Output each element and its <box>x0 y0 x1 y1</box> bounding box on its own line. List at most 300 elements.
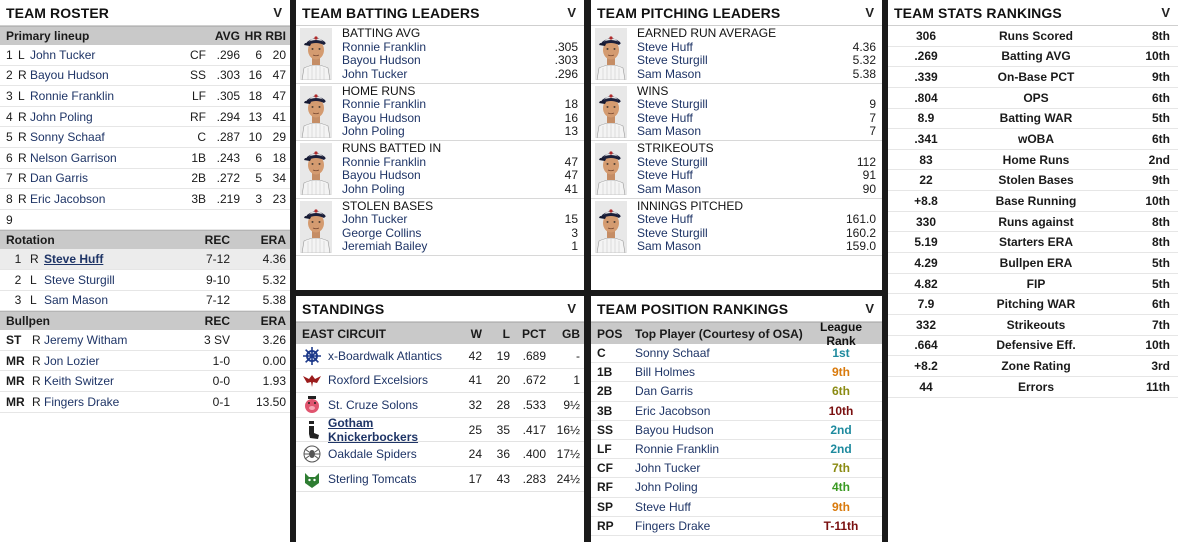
leader-row[interactable] <box>342 68 578 82</box>
rotation-row[interactable] <box>0 249 290 270</box>
bullpen-row[interactable] <box>0 351 290 372</box>
standings-panel <box>296 296 584 542</box>
league-rank: 7th <box>832 461 850 476</box>
team-games-back: 9½ <box>563 397 580 412</box>
standings-row[interactable] <box>296 467 584 492</box>
leader-value: 15 <box>564 212 578 227</box>
stat-rank: 5th <box>1152 276 1170 291</box>
leader-player-name[interactable]: John Tucker <box>342 212 408 227</box>
stat-rank: 2nd <box>1148 152 1170 167</box>
leader-row[interactable] <box>342 112 578 126</box>
leader-row[interactable] <box>342 125 578 139</box>
handedness: L <box>18 88 25 103</box>
pitcher-era: 4.36 <box>262 252 286 267</box>
rotation-slot-number: 3 <box>14 293 22 308</box>
spider-icon <box>302 444 328 464</box>
top-player-name-link[interactable]: John Tucker <box>635 461 701 476</box>
leader-row[interactable] <box>342 227 578 241</box>
player-hr: 6 <box>255 47 262 62</box>
pitcher-era: 5.32 <box>262 272 286 287</box>
player-name-link[interactable]: Bayou Hudson <box>30 68 109 83</box>
pitching-leader-list <box>633 199 882 256</box>
team-stat-row[interactable] <box>888 150 1178 171</box>
team-pct: .533 <box>522 397 546 412</box>
player-hr: 10 <box>248 130 262 145</box>
pos-column-header: POS <box>597 326 623 341</box>
position-ranking-row[interactable] <box>591 382 882 401</box>
leader-row[interactable] <box>637 98 876 112</box>
batting-leaders-chevron-icon[interactable]: V <box>567 5 576 20</box>
team-wins: 41 <box>468 373 482 388</box>
player-name-link[interactable]: Sonny Schaaf <box>30 130 105 145</box>
leader-value: 90 <box>862 181 876 196</box>
team-name-link[interactable]: x-Boardwalk Atlantics <box>328 348 443 363</box>
handedness: R <box>18 68 27 83</box>
handedness: R <box>30 252 39 267</box>
position-rankings-header <box>591 296 882 322</box>
stat-label: Base Running <box>995 193 1077 208</box>
stat-rank: 5th <box>1152 255 1170 270</box>
avg-column-header: AVG <box>214 29 240 43</box>
leader-value: 9 <box>869 97 876 112</box>
team-pct: .689 <box>522 348 546 363</box>
team-stat-row[interactable] <box>888 232 1178 253</box>
stat-label: Runs Scored <box>998 28 1073 43</box>
stat-rank: 5th <box>1152 111 1170 126</box>
handedness: R <box>32 353 41 368</box>
pitching-leaders-chevron-icon[interactable]: V <box>865 5 874 20</box>
player-avg: .303 <box>216 68 240 83</box>
standings-row[interactable] <box>296 393 584 418</box>
team-stat-row[interactable] <box>888 274 1178 295</box>
team-name-link[interactable]: Oakdale Spiders <box>328 447 417 462</box>
leader-player-name[interactable]: Ronnie Franklin <box>342 154 427 169</box>
rotation-slot-number: 1 <box>14 252 22 267</box>
leader-category-label: STOLEN BASES <box>342 198 434 213</box>
pitcher-record: 0-0 <box>212 374 230 389</box>
team-stat-row[interactable] <box>888 129 1178 150</box>
top-player-name-link[interactable]: Bayou Hudson <box>635 422 714 437</box>
stat-rank: 6th <box>1152 297 1170 312</box>
team-stat-row[interactable] <box>888 356 1178 377</box>
player-name-link[interactable]: John Tucker <box>30 47 96 62</box>
team-stat-row[interactable] <box>888 170 1178 191</box>
player-name-link[interactable]: Nelson Garrison <box>30 150 117 165</box>
standings-row[interactable] <box>296 442 584 467</box>
leader-row[interactable] <box>637 227 876 241</box>
stat-rank: 11th <box>1145 379 1170 394</box>
position-code: RP <box>597 518 614 533</box>
leader-row[interactable] <box>637 156 876 170</box>
wins-column-header: W <box>470 326 482 341</box>
division-label: EAST CIRCUIT <box>302 326 386 341</box>
team-stat-row[interactable] <box>888 315 1178 336</box>
stat-rank: 9th <box>1152 173 1170 188</box>
team-stat-row[interactable] <box>888 47 1178 68</box>
leader-player-name[interactable]: Steve Huff <box>637 168 693 183</box>
team-stats-title: TEAM STATS RANKINGS <box>894 4 1062 21</box>
batting-leader-block <box>296 26 584 84</box>
handedness: R <box>32 394 41 409</box>
leader-value: 159.0 <box>845 239 876 254</box>
batting-leader-list <box>338 141 584 198</box>
stat-value: 8.9 <box>917 111 935 126</box>
stat-rank: 7th <box>1152 317 1170 332</box>
position-ranking-row[interactable] <box>591 440 882 459</box>
leader-player-name[interactable]: John Poling <box>342 181 405 196</box>
lineup-row[interactable] <box>0 66 290 87</box>
team-losses: 19 <box>496 348 510 363</box>
top-player-column-header: Top Player (Courtesy of OSA) <box>635 326 803 341</box>
leader-row[interactable] <box>342 183 578 197</box>
team-stats-chevron-icon[interactable]: V <box>1161 5 1170 20</box>
player-name-link[interactable]: Eric Jacobson <box>30 191 106 206</box>
leader-row[interactable] <box>342 41 578 55</box>
leader-value: 47 <box>564 168 578 183</box>
position-code: SP <box>597 499 614 514</box>
leader-value: .305 <box>554 39 578 54</box>
rotation-label: Rotation <box>6 233 55 248</box>
leader-value: 91 <box>862 168 876 183</box>
player-name-link[interactable]: Dan Garris <box>30 171 89 186</box>
stat-value: .804 <box>914 90 938 105</box>
pitcher-name-link[interactable]: Jeremy Witham <box>44 332 128 347</box>
batting-leader-block <box>296 141 584 199</box>
stat-rank: 10th <box>1145 338 1170 353</box>
leader-row[interactable] <box>342 213 578 227</box>
pitching-leader-list <box>633 26 882 83</box>
leader-value: 4.36 <box>852 39 876 54</box>
leader-row[interactable] <box>637 169 876 183</box>
top-player-name-link[interactable]: Eric Jacobson <box>635 403 711 418</box>
lineup-row[interactable] <box>0 86 290 107</box>
player-position: RF <box>190 109 206 124</box>
player-avg: .296 <box>216 47 240 62</box>
team-name-link[interactable]: Sterling Tomcats <box>328 471 417 486</box>
leader-value: 18 <box>564 97 578 112</box>
leader-player-name[interactable]: Bayou Hudson <box>342 168 421 183</box>
lineup-row[interactable] <box>0 45 290 66</box>
position-rankings-chevron-icon[interactable]: V <box>865 301 874 316</box>
team-name-link[interactable]: Gotham Knickerbockers <box>328 415 419 444</box>
player-name-link[interactable]: John Poling <box>30 109 93 124</box>
team-name-link[interactable]: Roxford Excelsiors <box>328 373 429 388</box>
leader-player-name[interactable]: Ronnie Franklin <box>342 39 427 54</box>
leader-player-name[interactable]: Sam Mason <box>637 181 702 196</box>
batting-order-number: 6 <box>6 150 13 165</box>
handedness: R <box>18 191 27 206</box>
top-player-name-link[interactable]: John Poling <box>635 480 698 495</box>
stat-value: 7.9 <box>917 297 935 312</box>
player-headshot[interactable] <box>591 84 633 141</box>
top-player-name-link[interactable]: Fingers Drake <box>635 518 711 533</box>
handedness: R <box>32 332 41 347</box>
batting-leader-list <box>338 199 584 256</box>
player-headshot[interactable] <box>591 199 633 256</box>
pitcher-name-link[interactable]: Steve Sturgill <box>44 272 115 287</box>
leader-row[interactable] <box>342 240 578 254</box>
stat-label: Defensive Eff. <box>996 338 1076 353</box>
pitching-leaders-title: TEAM PITCHING LEADERS <box>597 4 781 21</box>
league-rank: 9th <box>832 499 850 514</box>
leader-row[interactable] <box>342 54 578 68</box>
batting-order-number: 1 <box>6 47 13 62</box>
rotation-slot-number: 2 <box>14 272 22 287</box>
leader-row[interactable] <box>342 98 578 112</box>
league-rank: 9th <box>832 365 850 380</box>
player-headshot[interactable] <box>296 26 338 83</box>
team-stat-row[interactable] <box>888 109 1178 130</box>
leader-row[interactable] <box>637 112 876 126</box>
pitching-leader-block <box>591 141 882 199</box>
leader-value: 5.38 <box>852 66 876 81</box>
player-hr: 13 <box>248 109 262 124</box>
stat-value: 332 <box>915 317 937 332</box>
leader-player-name[interactable]: Sam Mason <box>637 239 702 254</box>
top-player-name-link[interactable]: Ronnie Franklin <box>635 442 720 457</box>
leader-player-name[interactable]: Ronnie Franklin <box>342 97 427 112</box>
leader-row[interactable] <box>637 240 876 254</box>
team-stat-row[interactable] <box>888 377 1178 398</box>
team-stat-row[interactable] <box>888 336 1178 357</box>
league-rank: 1st <box>832 346 850 361</box>
stat-rank: 3rd <box>1151 359 1170 374</box>
standings-title: STANDINGS <box>302 300 385 317</box>
position-ranking-row[interactable] <box>591 478 882 497</box>
team-stat-row[interactable] <box>888 253 1178 274</box>
pitching-leaders-header <box>591 0 882 26</box>
player-avg: .219 <box>216 191 240 206</box>
stat-rank: 8th <box>1152 235 1170 250</box>
stat-value: 83 <box>919 152 933 167</box>
player-position: C <box>197 130 206 145</box>
leader-row[interactable] <box>637 183 876 197</box>
player-name-link[interactable]: Ronnie Franklin <box>30 88 115 103</box>
leader-row[interactable] <box>637 213 876 227</box>
team-stats-panel <box>888 0 1178 542</box>
stat-value: +8.8 <box>914 193 938 208</box>
player-avg: .287 <box>216 130 240 145</box>
pitcher-era: 5.38 <box>262 293 286 308</box>
leader-row[interactable] <box>637 125 876 139</box>
leader-row[interactable] <box>342 156 578 170</box>
handedness: R <box>18 130 27 145</box>
standings-row[interactable] <box>296 369 584 394</box>
batting-leader-list <box>338 26 584 83</box>
leader-player-name[interactable]: George Collins <box>342 225 422 240</box>
team-wins: 32 <box>468 397 482 412</box>
team-losses: 43 <box>496 471 510 486</box>
handedness: L <box>30 293 37 308</box>
leader-value: 1 <box>571 239 578 254</box>
team-stat-row[interactable] <box>888 294 1178 315</box>
pitcher-record: 9-10 <box>205 272 230 287</box>
stat-value: 44 <box>919 379 933 394</box>
position-ranking-row[interactable] <box>591 517 882 536</box>
team-games-back: 16½ <box>556 422 580 437</box>
rotation-row[interactable] <box>0 291 290 312</box>
pitching-leader-block <box>591 199 882 257</box>
position-ranking-row[interactable] <box>591 402 882 421</box>
leader-value: 47 <box>564 154 578 169</box>
pitcher-name-link[interactable]: Sam Mason <box>44 293 109 308</box>
player-hr: 3 <box>255 191 262 206</box>
leader-player-name[interactable]: Bayou Hudson <box>342 53 421 68</box>
position-ranking-row[interactable] <box>591 421 882 440</box>
stat-value: .664 <box>914 338 938 353</box>
player-headshot[interactable] <box>591 141 633 198</box>
position-code: SS <box>597 422 614 437</box>
handedness: R <box>32 374 41 389</box>
league-rank: 6th <box>832 384 850 399</box>
leader-row[interactable] <box>637 41 876 55</box>
team-stat-row[interactable] <box>888 191 1178 212</box>
standings-row[interactable] <box>296 415 584 444</box>
leader-value: 13 <box>564 124 578 139</box>
player-avg: .272 <box>216 171 240 186</box>
team-stat-row[interactable] <box>888 212 1178 233</box>
player-rbi: 29 <box>272 130 286 145</box>
pitching-leader-block <box>591 26 882 84</box>
stat-rank: 9th <box>1152 70 1170 85</box>
leader-player-name[interactable]: Steve Sturgill <box>637 97 708 112</box>
lineup-section-header <box>0 26 290 45</box>
team-stats-header <box>888 0 1178 26</box>
leader-player-name[interactable]: Steve Huff <box>637 39 693 54</box>
position-ranking-row[interactable] <box>591 363 882 382</box>
position-code: 3B <box>597 403 613 418</box>
top-player-name-link[interactable]: Bill Holmes <box>635 365 696 380</box>
lineup-row[interactable] <box>0 169 290 190</box>
team-stat-row[interactable] <box>888 67 1178 88</box>
leader-player-name[interactable]: John Tucker <box>342 66 408 81</box>
bullpen-row[interactable] <box>0 330 290 351</box>
position-ranking-row[interactable] <box>591 459 882 478</box>
team-stat-row[interactable] <box>888 26 1178 47</box>
pct-column-header: PCT <box>522 326 546 341</box>
pitcher-era: 1.93 <box>262 374 286 389</box>
team-losses: 20 <box>496 373 510 388</box>
bullpen-role: MR <box>6 353 25 368</box>
lineup-row[interactable] <box>0 107 290 128</box>
lineup-row[interactable] <box>0 127 290 148</box>
lineup-row[interactable] <box>0 148 290 169</box>
team-losses: 35 <box>496 422 510 437</box>
team-wins: 24 <box>468 447 482 462</box>
position-code: 2B <box>597 384 613 399</box>
player-avg: .305 <box>216 88 240 103</box>
leader-player-name[interactable]: Steve Huff <box>637 212 693 227</box>
bullpen-row[interactable] <box>0 392 290 413</box>
position-ranking-row[interactable] <box>591 498 882 517</box>
stat-rank: 6th <box>1152 132 1170 147</box>
league-rank: 4th <box>832 480 850 495</box>
team-roster-title: TEAM ROSTER <box>6 4 109 21</box>
player-position: 2B <box>191 171 206 186</box>
batting-order-number: 4 <box>6 109 13 124</box>
pig-icon <box>302 395 328 415</box>
player-hr: 6 <box>255 150 262 165</box>
batting-order-number: 8 <box>6 191 13 206</box>
team-losses: 36 <box>496 447 510 462</box>
leader-row[interactable] <box>342 169 578 183</box>
leader-player-name[interactable]: Steve Sturgill <box>637 154 708 169</box>
standings-row[interactable] <box>296 344 584 369</box>
top-player-name-link[interactable]: Steve Huff <box>635 499 691 514</box>
team-roster-chevron-icon[interactable]: V <box>273 5 282 20</box>
leader-player-name[interactable]: Jeremiah Bailey <box>342 239 428 254</box>
player-position: SS <box>189 68 206 83</box>
batting-leaders-panel <box>296 0 584 290</box>
leader-player-name[interactable]: Sam Mason <box>637 66 702 81</box>
player-rbi: 47 <box>272 68 286 83</box>
leader-player-name[interactable]: Steve Huff <box>637 110 693 125</box>
leader-value: 7 <box>869 124 876 139</box>
pitcher-name-link[interactable]: Steve Huff <box>44 252 104 267</box>
position-code: C <box>597 346 606 361</box>
lineup-row[interactable] <box>0 189 290 210</box>
lineup-row[interactable] <box>0 210 290 231</box>
leader-row[interactable] <box>637 54 876 68</box>
stat-value: .341 <box>914 132 938 147</box>
leader-value: 7 <box>869 110 876 125</box>
leader-row[interactable] <box>637 68 876 82</box>
position-rankings-column-header <box>591 319 882 348</box>
team-name-link[interactable]: St. Cruze Solons <box>328 397 419 412</box>
league-rank-column-header: League Rank <box>819 319 862 348</box>
stat-label: Pitching WAR <box>996 297 1076 312</box>
pitcher-record: 0-1 <box>212 394 230 409</box>
standings-chevron-icon[interactable]: V <box>567 301 576 316</box>
batting-leaders-header <box>296 0 584 26</box>
pitcher-name-link[interactable]: Jon Lozier <box>44 353 100 368</box>
leader-player-name[interactable]: Sam Mason <box>637 124 702 139</box>
leader-player-name[interactable]: John Poling <box>342 124 405 139</box>
player-headshot[interactable] <box>296 199 338 256</box>
team-wins: 42 <box>468 348 482 363</box>
pitcher-name-link[interactable]: Keith Switzer <box>44 374 115 389</box>
league-rank: 2nd <box>830 422 852 437</box>
player-hr: 18 <box>248 88 262 103</box>
league-rank: 10th <box>828 403 854 418</box>
stat-label: Home Runs <box>1002 152 1070 167</box>
position-rankings-panel <box>591 296 882 542</box>
position-ranking-row[interactable] <box>591 344 882 363</box>
top-player-name-link[interactable]: Sonny Schaaf <box>635 346 710 361</box>
leader-category-label: INNINGS PITCHED <box>637 198 744 213</box>
tomcat-icon <box>302 469 328 489</box>
top-player-name-link[interactable]: Dan Garris <box>635 384 694 399</box>
team-stat-row[interactable] <box>888 88 1178 109</box>
batting-leader-block <box>296 84 584 142</box>
leader-player-name[interactable]: Steve Sturgill <box>637 225 708 240</box>
player-headshot[interactable] <box>591 26 633 83</box>
pitcher-record: 7-12 <box>205 293 230 308</box>
player-headshot[interactable] <box>296 141 338 198</box>
leader-player-name[interactable]: Bayou Hudson <box>342 110 421 125</box>
leader-value: 160.2 <box>845 225 876 240</box>
stat-rank: 6th <box>1152 90 1170 105</box>
batting-leader-block <box>296 199 584 257</box>
pitcher-name-link[interactable]: Fingers Drake <box>44 394 120 409</box>
bullpen-row[interactable] <box>0 371 290 392</box>
lineup-label: Primary lineup <box>6 29 90 43</box>
handedness: R <box>18 109 27 124</box>
stat-rank: 10th <box>1145 193 1170 208</box>
player-headshot[interactable] <box>296 84 338 141</box>
leader-player-name[interactable]: Steve Sturgill <box>637 53 708 68</box>
rotation-row[interactable] <box>0 270 290 291</box>
